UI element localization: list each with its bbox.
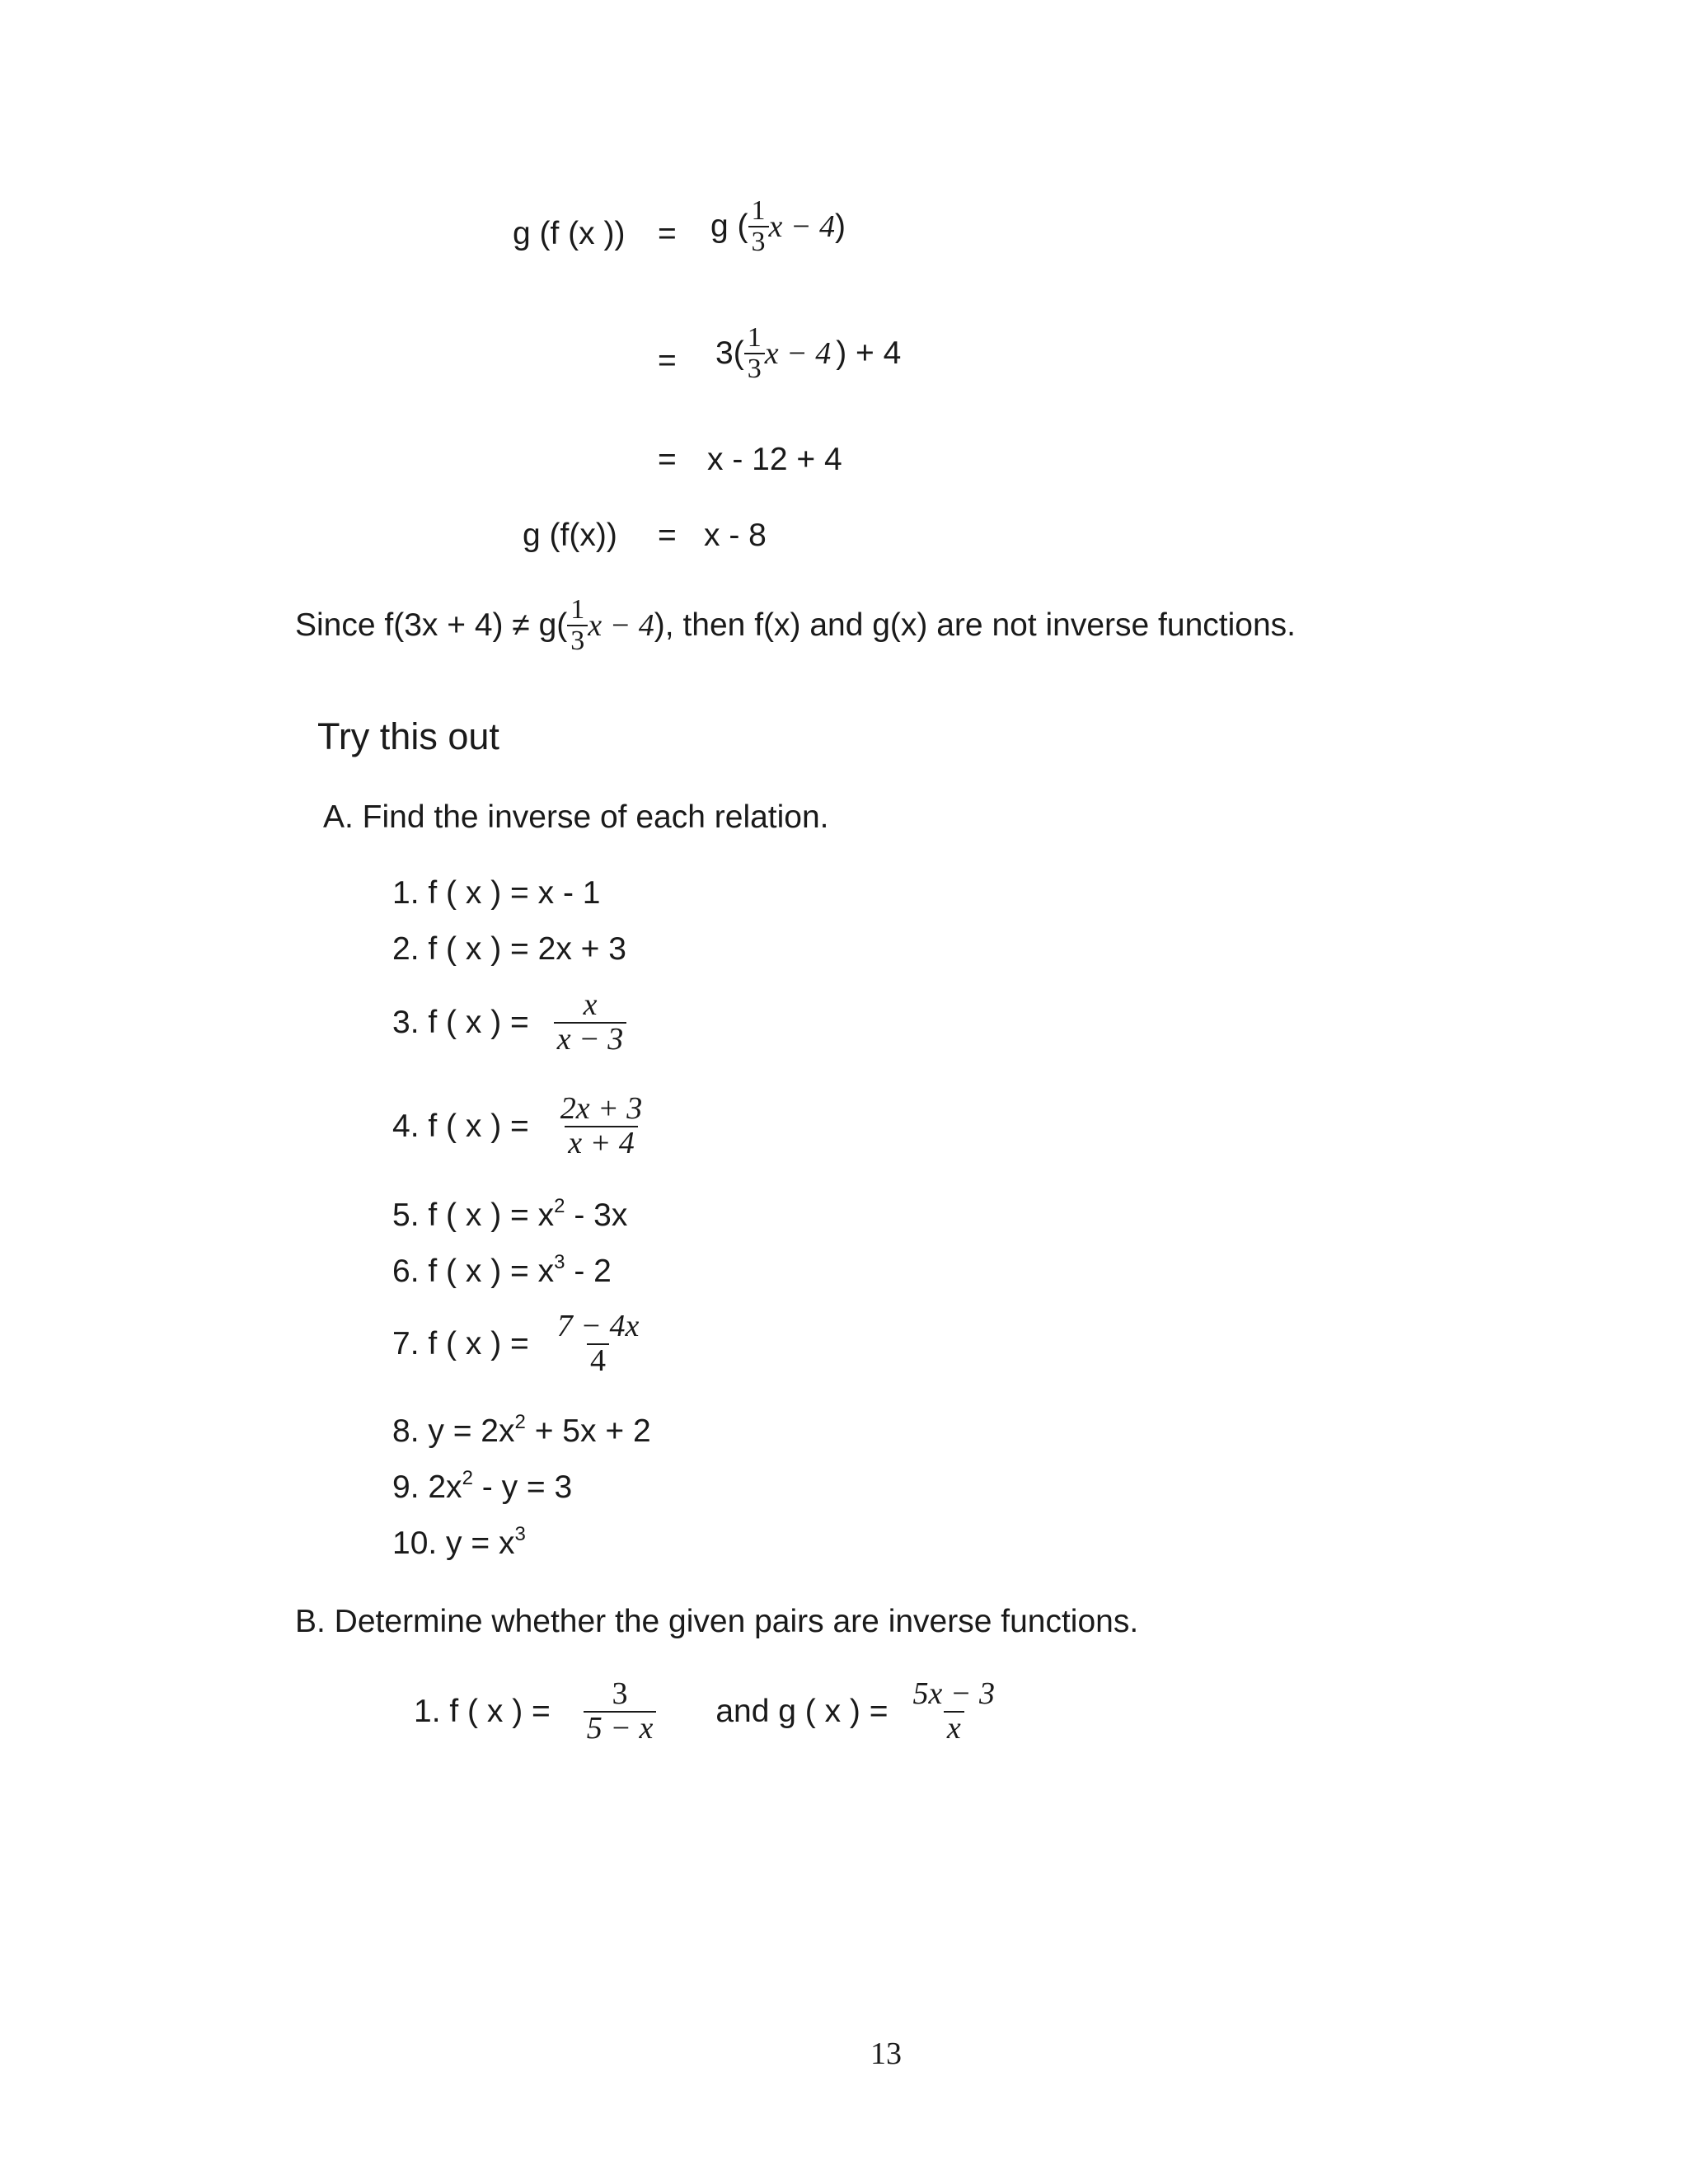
exercise-a8-rest: + 5x + 2	[525, 1413, 651, 1449]
exercise-b1-label: 1. f ( x ) =	[414, 1693, 551, 1729]
exercise-a10-base: 10. y = x	[392, 1526, 515, 1561]
exercise-a9-base: 9. 2x	[392, 1469, 462, 1505]
derivation-line1-rhs	[710, 196, 846, 256]
exercise-a10	[392, 1523, 526, 1562]
g-close: )	[835, 208, 846, 244]
fraction-denominator: x + 4	[565, 1126, 638, 1160]
exercise-a4-label: 4. f ( x ) =	[392, 1108, 529, 1144]
part-b-instruction: B. Determine whether the given pairs are inverse functions.	[295, 1604, 1139, 1639]
exercise-a8-base: 8. y = 2x	[392, 1413, 515, 1449]
exponent: 2	[462, 1467, 473, 1489]
fraction-numerator: 1	[751, 195, 766, 226]
x-minus-4: x − 4	[588, 607, 654, 643]
fraction-numerator: 5x − 3	[912, 1676, 996, 1711]
fraction-denominator: 3	[567, 625, 588, 656]
plus-four: ) + 4	[836, 335, 902, 371]
part-a-instruction: A. Find the inverse of each relation.	[323, 799, 829, 835]
and-g-label: and g ( x ) =	[715, 1693, 889, 1729]
exercise-a3	[392, 989, 626, 1057]
fraction-one-third	[744, 323, 765, 383]
derivation-line2-rhs	[715, 323, 901, 383]
fraction-numerator: 3	[612, 1676, 628, 1711]
page-number: 13	[870, 2036, 902, 2071]
exponent: 3	[554, 1251, 565, 1273]
fraction-denominator: 5 − x	[584, 1711, 657, 1746]
x-minus-4: x − 4	[768, 209, 836, 244]
exponent: 2	[514, 1411, 526, 1433]
exercise-a8	[392, 1411, 651, 1450]
equals-sign: =	[658, 442, 677, 477]
exercise-a7	[392, 1310, 642, 1378]
g-fraction	[910, 1678, 999, 1746]
section-title: Try this out	[317, 715, 499, 757]
fraction-numerator: 1	[747, 322, 762, 353]
exercise-a7-label: 7. f ( x ) =	[392, 1325, 529, 1361]
equals-sign: =	[658, 518, 677, 553]
exercise-a6-rest: - 2	[565, 1254, 612, 1289]
derivation-line4-rhs: x - 8	[704, 518, 767, 553]
exercise-a6-base: 6. f ( x ) = x	[392, 1254, 555, 1289]
exercise-a4	[392, 1093, 645, 1160]
fraction-denominator: x	[944, 1711, 964, 1746]
fraction-numerator: 1	[570, 594, 585, 625]
fraction-denominator: x − 3	[554, 1022, 627, 1057]
exercise-a2: 2. f ( x ) = 2x + 3	[392, 931, 626, 967]
x-minus-4: x − 4	[764, 335, 832, 371]
fraction-numerator: 2x + 3	[560, 1091, 643, 1126]
three-open: 3(	[715, 335, 744, 371]
exercise-a6	[392, 1251, 612, 1290]
exercise-a3-fraction	[554, 989, 627, 1057]
fraction-numerator: x	[583, 987, 598, 1022]
exercise-a7-fraction	[554, 1310, 643, 1378]
equals-sign: =	[658, 216, 677, 251]
exercise-a3-label: 3. f ( x ) =	[392, 1004, 529, 1040]
f-fraction	[584, 1678, 657, 1746]
exponent: 3	[514, 1523, 526, 1545]
conclusion-suffix: ), then f(x) and g(x) are not inverse functions.	[654, 607, 1296, 643]
exercise-a9-rest: - y = 3	[472, 1469, 573, 1505]
exercise-a9	[392, 1467, 572, 1506]
fraction-one-third	[748, 196, 769, 256]
fraction-numerator: 7 − 4x	[556, 1309, 640, 1343]
fraction-denominator: 3	[748, 226, 769, 257]
exercise-a4-fraction	[557, 1093, 646, 1160]
derivation-line3-rhs: x - 12 + 4	[707, 442, 842, 477]
exercise-a5-base: 5. f ( x ) = x	[392, 1197, 555, 1233]
g-open: g (	[710, 208, 748, 244]
conclusion-sentence	[295, 595, 1296, 655]
exercise-b1	[414, 1678, 998, 1746]
fraction-denominator: 4	[587, 1343, 609, 1378]
equals-sign: =	[658, 343, 677, 378]
conclusion-prefix: Since f(3x + 4) ≠ g(	[295, 607, 568, 643]
fraction-one-third	[567, 595, 588, 655]
exponent: 2	[554, 1195, 565, 1217]
derivation-line1-lhs: g (f (x ))	[513, 216, 626, 251]
derivation-line4-lhs: g (f(x))	[523, 518, 617, 553]
exercise-a5-rest: - 3x	[565, 1197, 628, 1233]
exercise-a1: 1. f ( x ) = x - 1	[392, 875, 601, 911]
fraction-denominator: 3	[744, 353, 765, 384]
exercise-a5	[392, 1195, 627, 1234]
